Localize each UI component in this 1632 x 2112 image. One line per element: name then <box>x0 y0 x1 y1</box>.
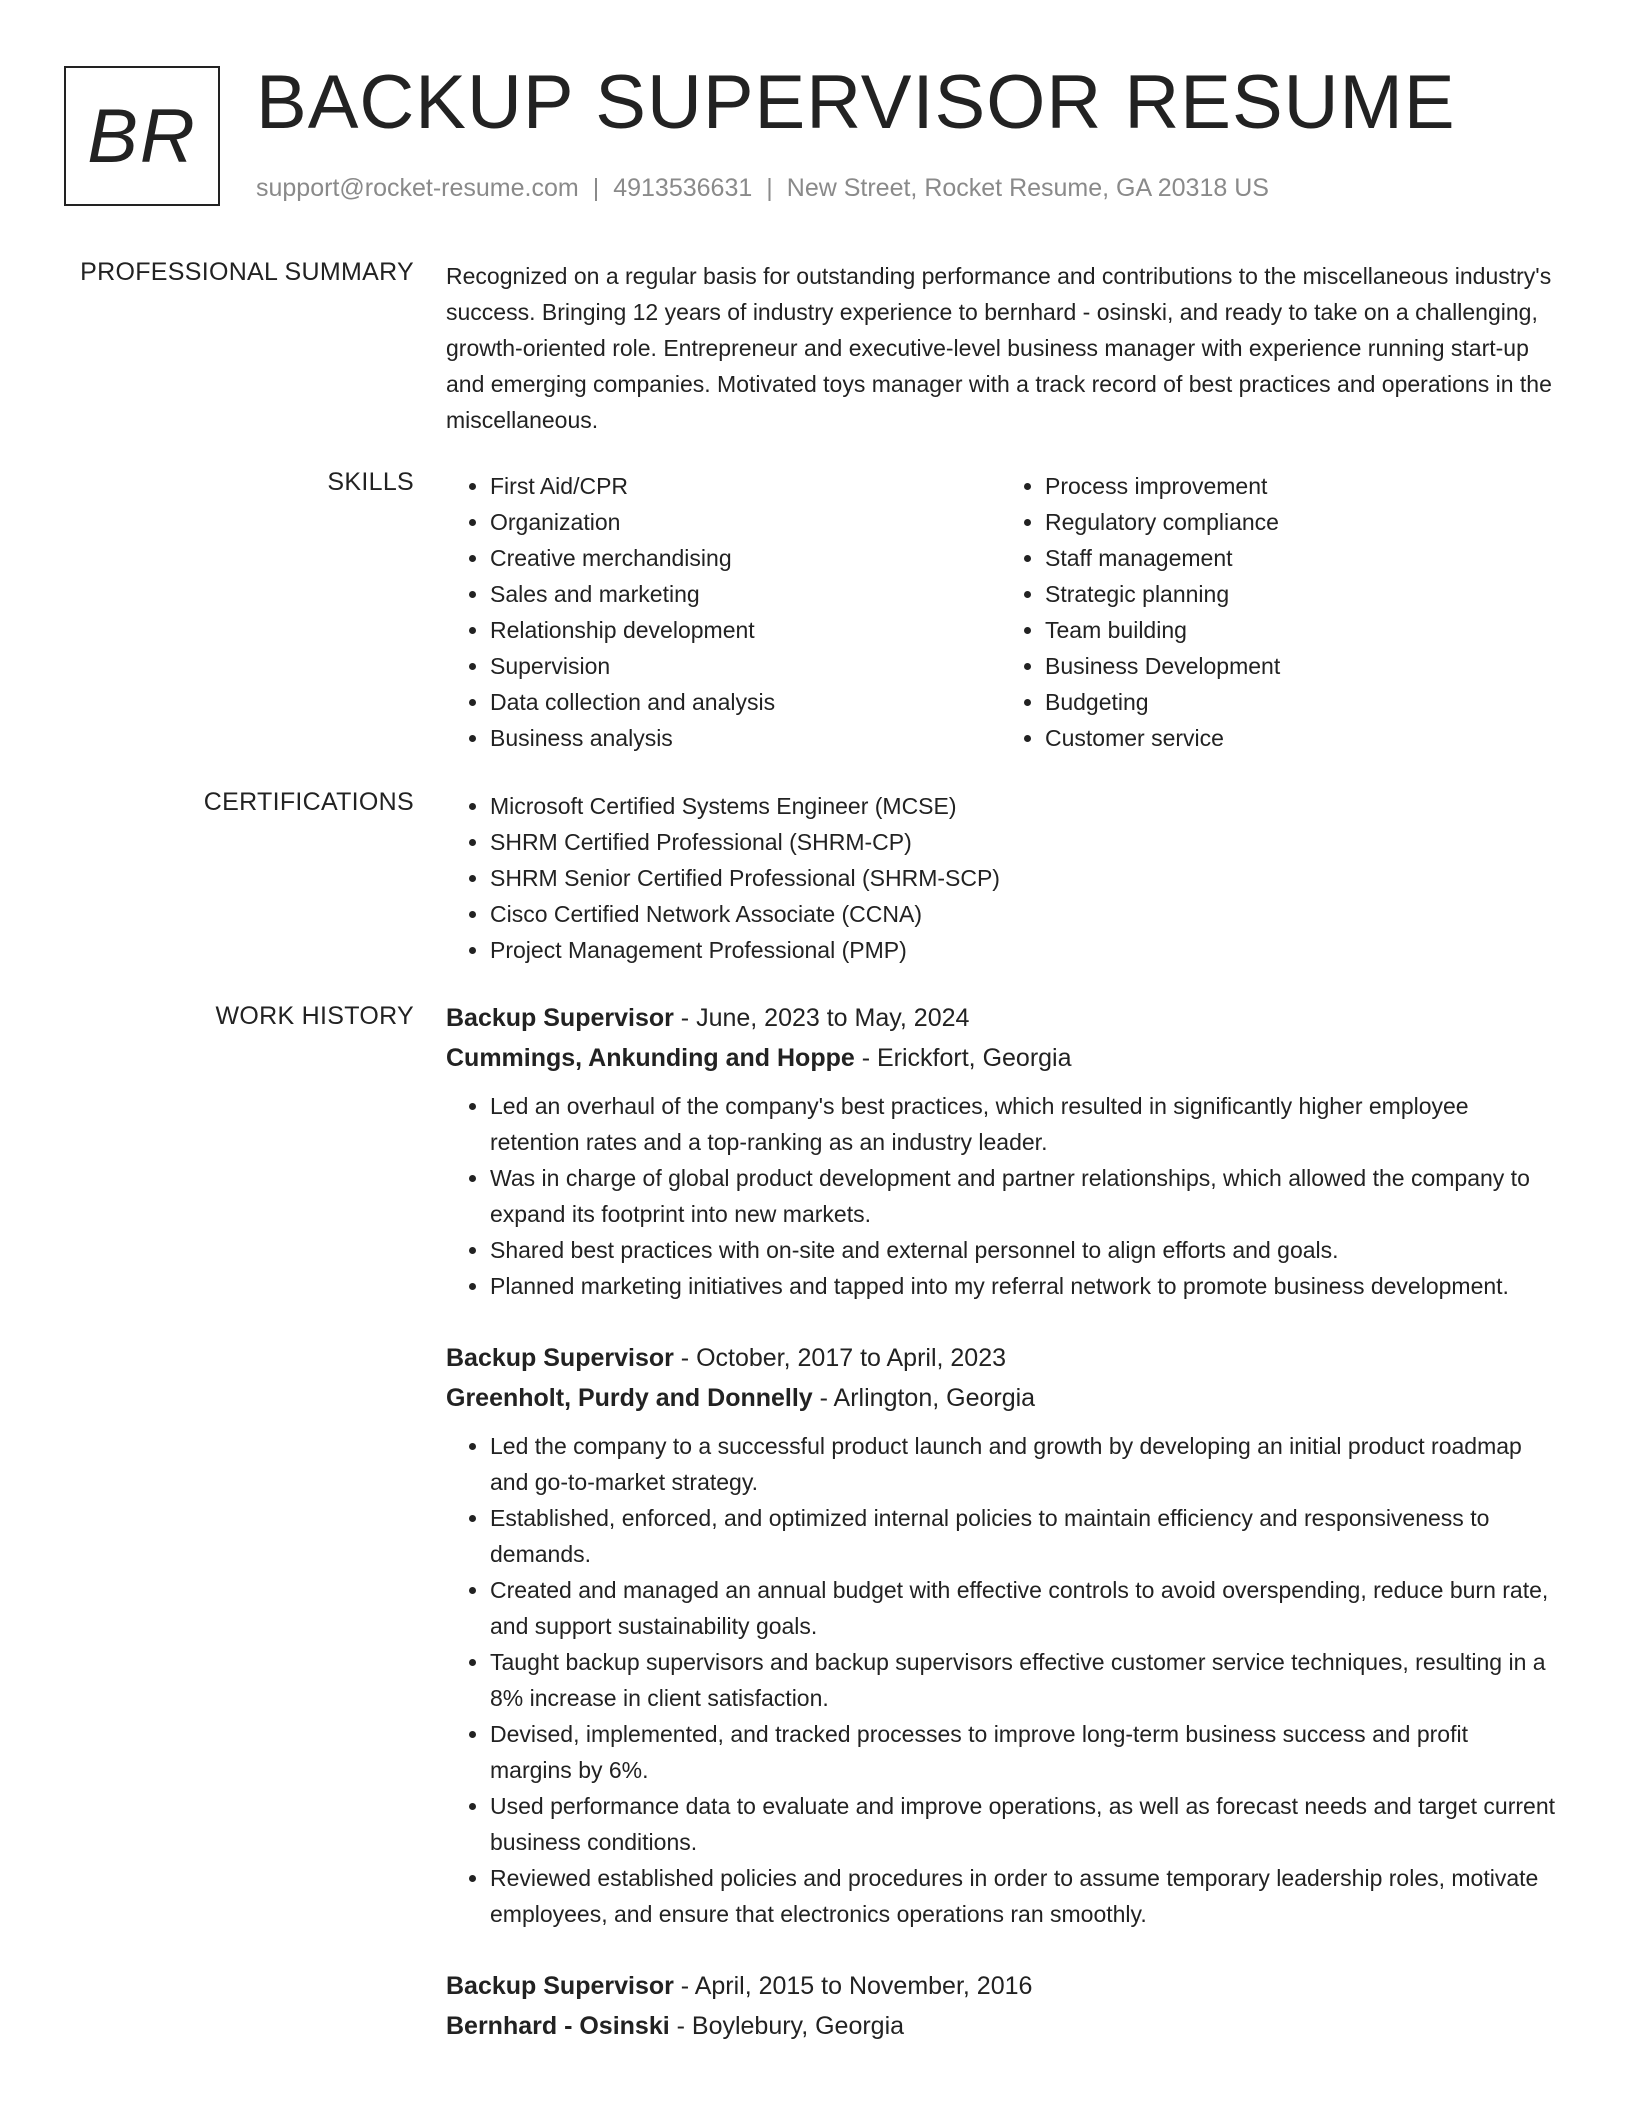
list-item: • Strategic planning <box>1045 576 1556 612</box>
skills-list-right <box>1001 468 1556 756</box>
list-item: • Cisco Certified Network Associate (CCNA) <box>490 896 1556 932</box>
job-bullet: • Shared best practices with on-site and external personnel to align efforts and goals. <box>490 1232 1556 1268</box>
job-bullet: • Devised, implemented, and tracked processes to improve long-term business success and profit margins by 6%. <box>490 1716 1556 1788</box>
certifications-list <box>446 788 1556 968</box>
job-entry <box>446 1966 1556 2046</box>
section-label-skills: SKILLS <box>327 468 414 496</box>
list-item: • Project Management Professional (PMP) <box>490 932 1556 968</box>
list-item: • Budgeting <box>1045 684 1556 720</box>
job-title-line <box>446 1966 1556 2006</box>
job-bullet: • Created and managed an annual budget with effective controls to avoid overspending, reduce burn rate, and support sustainability goals. <box>490 1572 1556 1644</box>
contact-line <box>256 174 1269 203</box>
job-title-line <box>446 998 1556 1038</box>
job-title: Backup Supervisor <box>446 1004 674 1032</box>
job-company: Bernhard - Osinski <box>446 2012 670 2040</box>
list-item: • Team building <box>1045 612 1556 648</box>
list-item: • Creative merchandising <box>490 540 1001 576</box>
list-item: • Microsoft Certified Systems Engineer (MCSE) <box>490 788 1556 824</box>
job-company-line <box>446 1378 1556 1418</box>
job-dates: - June, 2023 to May, 2024 <box>673 1004 970 1032</box>
job-bullet: • Was in charge of global product development and partner relationships, which allowed the company to expand its footprint into new markets. <box>490 1160 1556 1232</box>
job-bullet: • Established, enforced, and optimized internal policies to maintain efficiency and responsiveness to demands. <box>490 1500 1556 1572</box>
resume-title: BACKUP SUPERVISOR RESUME <box>256 60 1456 145</box>
job-dates: - April, 2015 to November, 2016 <box>673 1972 1033 2000</box>
job-bullet: • Reviewed established policies and procedures in order to assume temporary leadership roles, motivate employees, and ensure that electronics operations ran smoothly. <box>490 1860 1556 1932</box>
job-location: - Boylebury, Georgia <box>669 2012 905 2040</box>
list-item: • Process improvement <box>1045 468 1556 504</box>
job-entry <box>446 998 1556 1304</box>
job-location: - Erickfort, Georgia <box>854 1044 1072 1072</box>
job-bullet: • Used performance data to evaluate and improve operations, as well as forecast needs and target current business conditions. <box>490 1788 1556 1860</box>
list-item: • SHRM Certified Professional (SHRM-CP) <box>490 824 1556 860</box>
list-item: • Regulatory compliance <box>1045 504 1556 540</box>
monogram-logo: BR <box>64 66 220 206</box>
contact-address: New Street, Rocket Resume, GA 20318 US <box>786 174 1269 202</box>
contact-separator: | <box>592 174 600 202</box>
list-item: • Staff management <box>1045 540 1556 576</box>
contact-phone: 4913536631 <box>613 174 753 202</box>
job-bullets <box>446 1088 1556 1304</box>
job-company: Cummings, Ankunding and Hoppe <box>446 1044 855 1072</box>
list-item: • First Aid/CPR <box>490 468 1001 504</box>
job-title: Backup Supervisor <box>446 1972 674 2000</box>
section-label-summary: PROFESSIONAL SUMMARY <box>80 258 414 286</box>
contact-email: support@rocket-resume.com <box>256 174 579 202</box>
job-dates: - October, 2017 to April, 2023 <box>673 1344 1007 1372</box>
job-company: Greenholt, Purdy and Donnelly <box>446 1384 813 1412</box>
job-location: - Arlington, Georgia <box>812 1384 1036 1412</box>
list-item: • Business analysis <box>490 720 1001 756</box>
list-item: • Customer service <box>1045 720 1556 756</box>
section-label-work-history: WORK HISTORY <box>215 1002 414 1030</box>
job-bullet: • Taught backup supervisors and backup supervisors effective customer service techniques, resulting in a 8% increase in client satisfaction. <box>490 1644 1556 1716</box>
job-bullet: • Led an overhaul of the company's best practices, which resulted in significantly higher employee retention rates and a top-ranking as an industry leader. <box>490 1088 1556 1160</box>
job-bullet: • Led the company to a successful product launch and growth by developing an initial product roadmap and go-to-market strategy. <box>490 1428 1556 1500</box>
list-item: • Business Development <box>1045 648 1556 684</box>
list-item: • SHRM Senior Certified Professional (SHRM-SCP) <box>490 860 1556 896</box>
job-bullet: • Planned marketing initiatives and tapped into my referral network to promote business development. <box>490 1268 1556 1304</box>
job-bullets <box>446 1428 1556 1932</box>
contact-separator: | <box>766 174 773 202</box>
list-item: • Organization <box>490 504 1001 540</box>
job-company-line <box>446 2006 1556 2046</box>
job-title: Backup Supervisor <box>446 1344 674 1372</box>
jobs-container <box>446 998 1556 2080</box>
list-item: • Supervision <box>490 648 1001 684</box>
skills-list-left <box>446 468 1001 756</box>
job-entry <box>446 1338 1556 1932</box>
job-title-line <box>446 1338 1556 1378</box>
list-item: • Relationship development <box>490 612 1001 648</box>
list-item: • Sales and marketing <box>490 576 1001 612</box>
summary-text: Recognized on a regular basis for outstanding performance and contributions to the miscellaneous industry's success. Bringing 12 years of industry experience to bernhard - osinski, and ready to take on a challenging, growth-oriented role. Entrepreneur and executive-level business manager with experience running start-up and emerging companies. Motivated toys manager with a track record of best practices and operations in the miscellaneous. <box>446 263 1552 433</box>
job-company-line <box>446 1038 1556 1078</box>
list-item: • Data collection and analysis <box>490 684 1001 720</box>
section-label-certifications: CERTIFICATIONS <box>203 788 414 816</box>
